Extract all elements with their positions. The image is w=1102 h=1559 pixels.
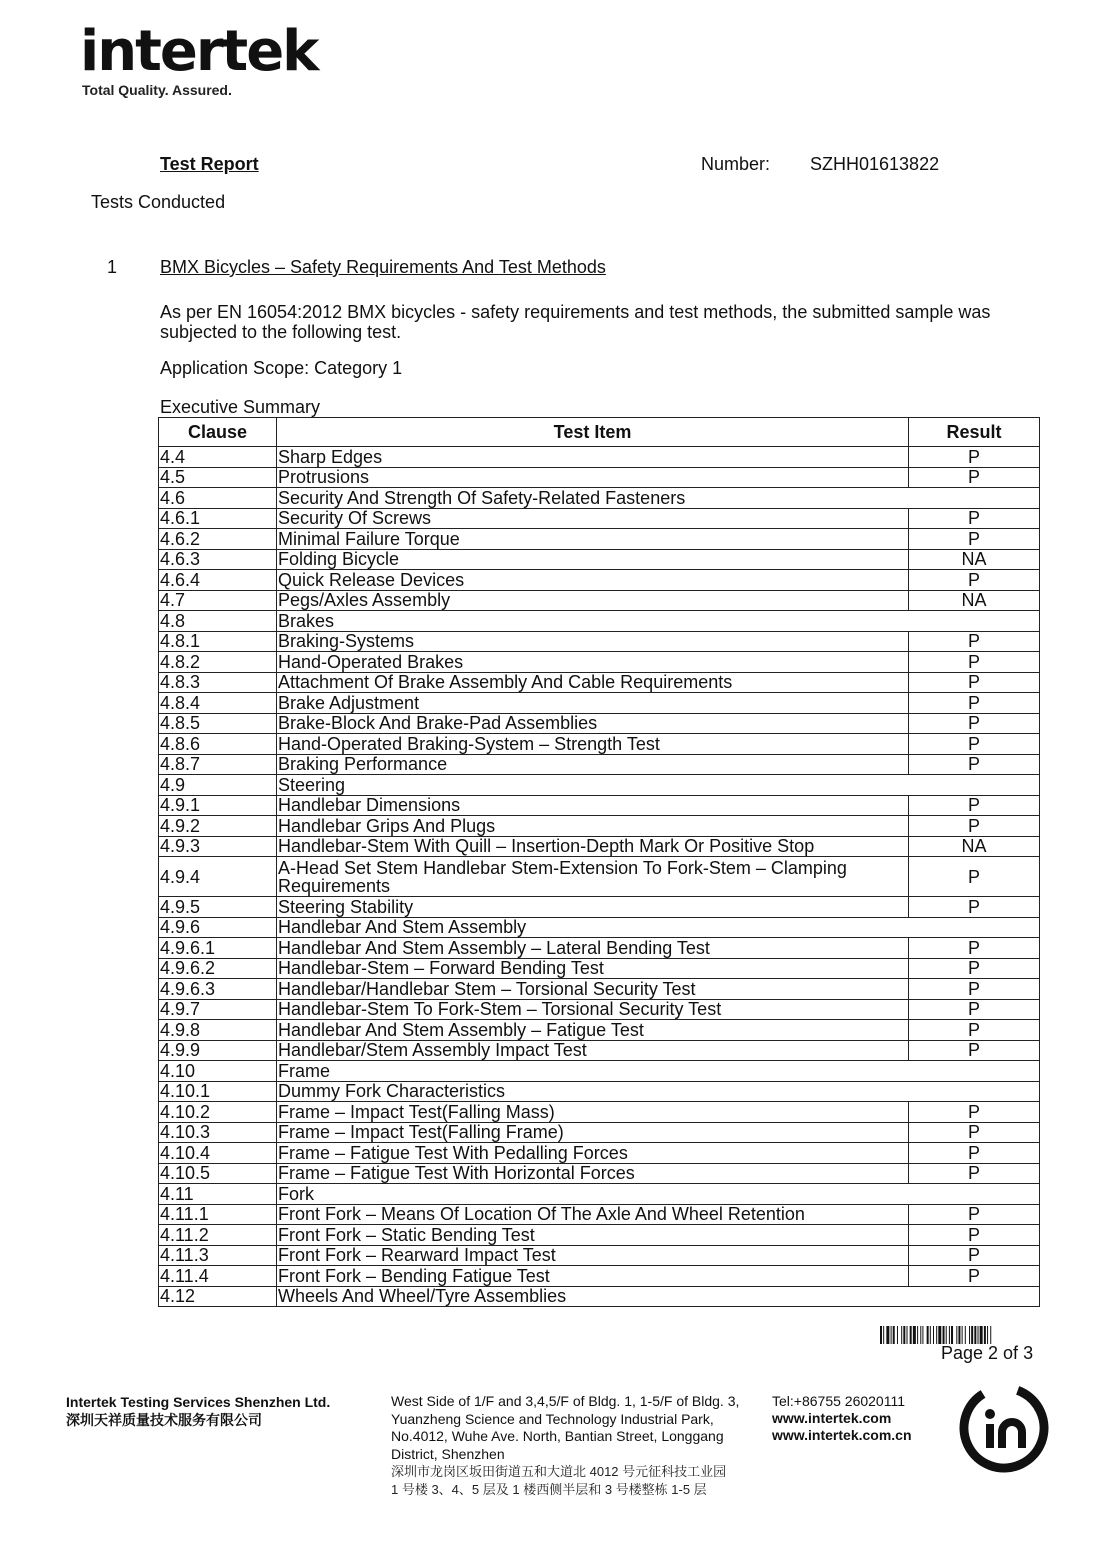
test-item-cell: Fork — [277, 1184, 1040, 1205]
report-title: Test Report — [160, 154, 259, 174]
clause-cell: 4.10.4 — [159, 1143, 277, 1164]
table-row — [159, 754, 1040, 775]
clause-cell: 4.9.6.2 — [159, 958, 277, 979]
result-cell: P — [909, 816, 1040, 837]
test-item-cell: Front Fork – Bending Fatigue Test — [277, 1266, 909, 1287]
barcode-bar — [971, 1326, 973, 1344]
table-row — [159, 958, 1040, 979]
clause-cell: 4.8.5 — [159, 713, 277, 734]
result-cell: P — [909, 1102, 1040, 1123]
clause-cell: 4.6.1 — [159, 508, 277, 529]
clause-cell: 4.9.5 — [159, 897, 277, 918]
header-test-item: Test Item — [277, 418, 909, 447]
result-cell: P — [909, 652, 1040, 673]
barcode-bar — [893, 1326, 895, 1344]
test-item-cell: Protrusions — [277, 467, 909, 488]
table-row — [159, 631, 1040, 652]
clause-cell: 4.9.6.3 — [159, 979, 277, 1000]
barcode-bar — [883, 1326, 884, 1344]
clause-cell: 4.4 — [159, 447, 277, 468]
clause-cell: 4.6 — [159, 488, 277, 509]
logo-wordmark: intertek — [80, 19, 318, 84]
footer-contact — [772, 1393, 912, 1444]
table-row — [159, 713, 1040, 734]
clause-cell: 4.8.7 — [159, 754, 277, 775]
result-cell: P — [909, 795, 1040, 816]
test-item-cell: Frame – Impact Test(Falling Frame) — [277, 1122, 909, 1143]
result-cell: P — [909, 447, 1040, 468]
barcode-bar — [969, 1326, 970, 1344]
report-number-label: Number: — [701, 154, 771, 174]
test-item-cell: Security Of Screws — [277, 508, 909, 529]
test-item-cell: Handlebar/Handlebar Stem – Torsional Security Test — [277, 979, 909, 1000]
test-item-cell: Braking-Systems — [277, 631, 909, 652]
intertek-in-logo-icon — [956, 1380, 1052, 1476]
clause-cell: 4.11.4 — [159, 1266, 277, 1287]
table-row — [159, 529, 1040, 550]
clause-cell: 4.9.6 — [159, 917, 277, 938]
barcode-bar — [949, 1326, 950, 1344]
clause-cell: 4.7 — [159, 590, 277, 611]
header-clause: Clause — [159, 418, 277, 447]
barcode-image — [880, 1326, 1036, 1344]
barcode-bar — [962, 1326, 963, 1344]
barcode-bar — [913, 1326, 916, 1344]
clause-cell: 4.8.1 — [159, 631, 277, 652]
test-item-cell: Frame – Impact Test(Falling Mass) — [277, 1102, 909, 1123]
clause-cell: 4.10.1 — [159, 1081, 277, 1102]
result-cell: P — [909, 570, 1040, 591]
clause-cell: 4.8.6 — [159, 734, 277, 755]
table-row — [159, 1061, 1040, 1082]
test-item-cell: Handlebar-Stem – Forward Bending Test — [277, 958, 909, 979]
footer-address-en: West Side of 1/F and 3,4,5/F of Bldg. 1, 1-5/F of Bldg. 3, Yuanzheng Science and Technology Industrial Park, No.4012, Wuhe Ave. North, Bantian Street, Longgang District, Shenzhen — [391, 1393, 740, 1462]
clause-cell: 4.9.7 — [159, 999, 277, 1020]
result-cell: NA — [909, 836, 1040, 857]
test-item-cell: Braking Performance — [277, 754, 909, 775]
result-cell: P — [909, 1163, 1040, 1184]
result-cell: P — [909, 693, 1040, 714]
result-cell: P — [909, 999, 1040, 1020]
table-row — [159, 897, 1040, 918]
test-item-cell: Handlebar And Stem Assembly — [277, 917, 1040, 938]
intertek-logo — [80, 19, 320, 98]
barcode-bar — [936, 1326, 937, 1344]
clause-cell: 4.8 — [159, 611, 277, 632]
result-cell: P — [909, 1266, 1040, 1287]
result-cell: P — [909, 897, 1040, 918]
test-item-cell: Brakes — [277, 611, 1040, 632]
result-cell: P — [909, 467, 1040, 488]
barcode-bar — [984, 1326, 986, 1344]
footer-address-cn-1: 深圳市龙岗区坂田街道五和大道北 4012 号元征科技工业园 — [391, 1464, 727, 1479]
table-row — [159, 652, 1040, 673]
test-item-cell: Quick Release Devices — [277, 570, 909, 591]
table-row — [159, 611, 1040, 632]
test-item-cell: Pegs/Axles Assembly — [277, 590, 909, 611]
clause-cell: 4.5 — [159, 467, 277, 488]
result-cell: P — [909, 938, 1040, 959]
clause-cell: 4.9.1 — [159, 795, 277, 816]
table-row — [159, 1184, 1040, 1205]
test-item-cell: Front Fork – Rearward Impact Test — [277, 1245, 909, 1266]
barcode-bar — [880, 1326, 882, 1344]
table-row — [159, 447, 1040, 468]
clause-cell: 4.9.9 — [159, 1040, 277, 1061]
table-row — [159, 1163, 1040, 1184]
footer-company-cn: 深圳天祥质量技术服务有限公司 — [66, 1412, 262, 1428]
barcode-bar — [980, 1326, 983, 1344]
barcode-bar — [933, 1326, 934, 1344]
test-item-cell: Handlebar-Stem With Quill – Insertion-Depth Mark Or Positive Stop — [277, 836, 909, 857]
footer-company-en: Intertek Testing Services Shenzhen Ltd. — [66, 1394, 331, 1410]
test-item-cell: Handlebar/Stem Assembly Impact Test — [277, 1040, 909, 1061]
barcode-bar — [965, 1326, 966, 1344]
table-row — [159, 1102, 1040, 1123]
barcode-bar — [974, 1326, 976, 1344]
table-row — [159, 508, 1040, 529]
test-item-cell: Steering — [277, 775, 1040, 796]
barcode-bar — [922, 1326, 923, 1344]
table-row — [159, 734, 1040, 755]
tests-conducted-heading: Tests Conducted — [91, 192, 226, 212]
test-item-cell: Handlebar-Stem To Fork-Stem – Torsional Security Test — [277, 999, 909, 1020]
result-cell: P — [909, 1040, 1040, 1061]
test-item-cell: Brake-Block And Brake-Pad Assemblies — [277, 713, 909, 734]
barcode-bar — [938, 1326, 941, 1344]
footer-address — [391, 1393, 761, 1498]
barcode-bar — [943, 1326, 945, 1344]
footer-company — [66, 1393, 330, 1429]
table-row — [159, 917, 1040, 938]
footer-web-link-cn[interactable]: www.intertek.com.cn — [772, 1427, 912, 1443]
clause-cell: 4.9.4 — [159, 857, 277, 897]
clause-cell: 4.10 — [159, 1061, 277, 1082]
clause-cell: 4.9.8 — [159, 1020, 277, 1041]
table-row — [159, 1081, 1040, 1102]
result-cell: P — [909, 508, 1040, 529]
barcode-bar — [886, 1326, 889, 1344]
test-item-cell: Minimal Failure Torque — [277, 529, 909, 550]
test-item-cell: Folding Bicycle — [277, 549, 909, 570]
result-cell: P — [909, 672, 1040, 693]
table-row — [159, 857, 1040, 897]
barcode-bar — [891, 1326, 892, 1344]
result-cell: P — [909, 979, 1040, 1000]
result-cell: P — [909, 734, 1040, 755]
test-item-cell: A-Head Set Stem Handlebar Stem-Extension To Fork-Stem – Clamping Requirements — [277, 857, 909, 897]
clause-cell: 4.8.4 — [159, 693, 277, 714]
clause-cell: 4.9 — [159, 775, 277, 796]
test-item-cell: Frame – Fatigue Test With Horizontal Forces — [277, 1163, 909, 1184]
test-item-cell: Frame — [277, 1061, 1040, 1082]
test-item-cell: Dummy Fork Characteristics — [277, 1081, 1040, 1102]
table-row — [159, 488, 1040, 509]
test-item-cell: Handlebar Grips And Plugs — [277, 816, 909, 837]
table-row — [159, 836, 1040, 857]
barcode-bar — [907, 1326, 908, 1344]
table-row — [159, 979, 1040, 1000]
barcode-bar — [958, 1326, 960, 1344]
table-row — [159, 999, 1040, 1020]
result-cell: P — [909, 713, 1040, 734]
table-row — [159, 467, 1040, 488]
footer-address-cn-2: 1 号楼 3、4、5 层及 1 楼西侧半层和 3 号楼整栋 1-5 层 — [391, 1481, 707, 1497]
test-item-cell: Frame – Fatigue Test With Pedalling Forces — [277, 1143, 909, 1164]
clause-cell: 4.11 — [159, 1184, 277, 1205]
result-cell: P — [909, 529, 1040, 550]
test-item-cell: Security And Strength Of Safety-Related Fasteners — [277, 488, 1040, 509]
table-row — [159, 795, 1040, 816]
clause-cell: 4.11.2 — [159, 1225, 277, 1246]
barcode-bar — [930, 1326, 931, 1344]
result-cell: P — [909, 1245, 1040, 1266]
table-row — [159, 1020, 1040, 1041]
result-cell: P — [909, 754, 1040, 775]
clause-cell: 4.11.1 — [159, 1204, 277, 1225]
clause-cell: 4.6.4 — [159, 570, 277, 591]
clause-cell: 4.6.2 — [159, 529, 277, 550]
table-row — [159, 938, 1040, 959]
table-row — [159, 693, 1040, 714]
clause-cell: 4.9.2 — [159, 816, 277, 837]
clause-cell: 4.10.3 — [159, 1122, 277, 1143]
table-row — [159, 1204, 1040, 1225]
clause-cell: 4.10.2 — [159, 1102, 277, 1123]
table-row — [159, 816, 1040, 837]
table-row — [159, 672, 1040, 693]
test-item-cell: Front Fork – Static Bending Test — [277, 1225, 909, 1246]
page-number: Page 2 of 3 — [941, 1343, 1034, 1363]
test-item-cell: Sharp Edges — [277, 447, 909, 468]
test-item-cell: Front Fork – Means Of Location Of The Axle And Wheel Retention — [277, 1204, 909, 1225]
barcode-bar — [910, 1326, 912, 1344]
result-cell: NA — [909, 590, 1040, 611]
table-row — [159, 1122, 1040, 1143]
test-item-cell: Wheels And Wheel/Tyre Assemblies — [277, 1286, 1040, 1307]
test-item-cell: Handlebar And Stem Assembly – Fatigue Test — [277, 1020, 909, 1041]
clause-cell: 4.11.3 — [159, 1245, 277, 1266]
test-item-cell: Handlebar And Stem Assembly – Lateral Bending Test — [277, 938, 909, 959]
barcode-bar — [978, 1326, 979, 1344]
result-cell: P — [909, 857, 1040, 897]
clause-cell: 4.10.5 — [159, 1163, 277, 1184]
footer-tel: Tel:+86755 26020111 — [772, 1393, 905, 1409]
result-cell: NA — [909, 549, 1040, 570]
test-item-cell: Attachment Of Brake Assembly And Cable Requirements — [277, 672, 909, 693]
barcode-bar — [901, 1326, 902, 1344]
table-row — [159, 1040, 1040, 1061]
clause-cell: 4.9.6.1 — [159, 938, 277, 959]
test-item-cell: Handlebar Dimensions — [277, 795, 909, 816]
table-row — [159, 1225, 1040, 1246]
table-body — [159, 447, 1040, 1307]
table-row — [159, 590, 1040, 611]
barcode-bar — [987, 1326, 988, 1344]
clause-cell: 4.6.3 — [159, 549, 277, 570]
section-intro: As per EN 16054:2012 BMX bicycles - safety requirements and test methods, the submitted sample was subjected to the following test. — [160, 302, 991, 342]
table-row — [159, 775, 1040, 796]
report-number-value: SZHH01613822 — [810, 154, 940, 174]
executive-summary-table — [158, 417, 1040, 1307]
barcode-bar — [917, 1326, 918, 1344]
header-result: Result — [909, 418, 1040, 447]
result-cell: P — [909, 1225, 1040, 1246]
barcode-bar — [927, 1326, 929, 1344]
test-item-cell: Hand-Operated Brakes — [277, 652, 909, 673]
barcode-bar — [951, 1326, 953, 1344]
table-row — [159, 549, 1040, 570]
table-header-row — [159, 418, 1040, 447]
application-scope: Application Scope: Category 1 — [160, 358, 403, 378]
result-cell: P — [909, 631, 1040, 652]
result-cell: P — [909, 1204, 1040, 1225]
table-row — [159, 1286, 1040, 1307]
result-cell: P — [909, 1143, 1040, 1164]
test-item-cell: Brake Adjustment — [277, 693, 909, 714]
clause-cell: 4.8.3 — [159, 672, 277, 693]
table-row — [159, 570, 1040, 591]
logo-tagline: Total Quality. Assured. — [82, 82, 232, 98]
result-cell: P — [909, 1020, 1040, 1041]
table-row — [159, 1245, 1040, 1266]
barcode-bar — [946, 1326, 947, 1344]
clause-cell: 4.8.2 — [159, 652, 277, 673]
barcode-bar — [956, 1326, 957, 1344]
clause-cell: 4.12 — [159, 1286, 277, 1307]
test-item-cell: Steering Stability — [277, 897, 909, 918]
test-item-cell: Hand-Operated Braking-System – Strength Test — [277, 734, 909, 755]
barcode-bar — [920, 1326, 921, 1344]
barcode-bar — [990, 1326, 991, 1344]
result-cell: P — [909, 958, 1040, 979]
clause-cell: 4.9.3 — [159, 836, 277, 857]
barcode-bar — [903, 1326, 905, 1344]
table-row — [159, 1266, 1040, 1287]
result-cell: P — [909, 1122, 1040, 1143]
table-row — [159, 1143, 1040, 1164]
section-title: BMX Bicycles – Safety Requirements And Test Methods — [160, 257, 606, 277]
footer-web-link-com[interactable]: www.intertek.com — [772, 1410, 892, 1426]
section-number: 1 — [107, 257, 118, 277]
executive-summary-label: Executive Summary — [160, 397, 321, 417]
barcode-bar — [897, 1326, 898, 1344]
